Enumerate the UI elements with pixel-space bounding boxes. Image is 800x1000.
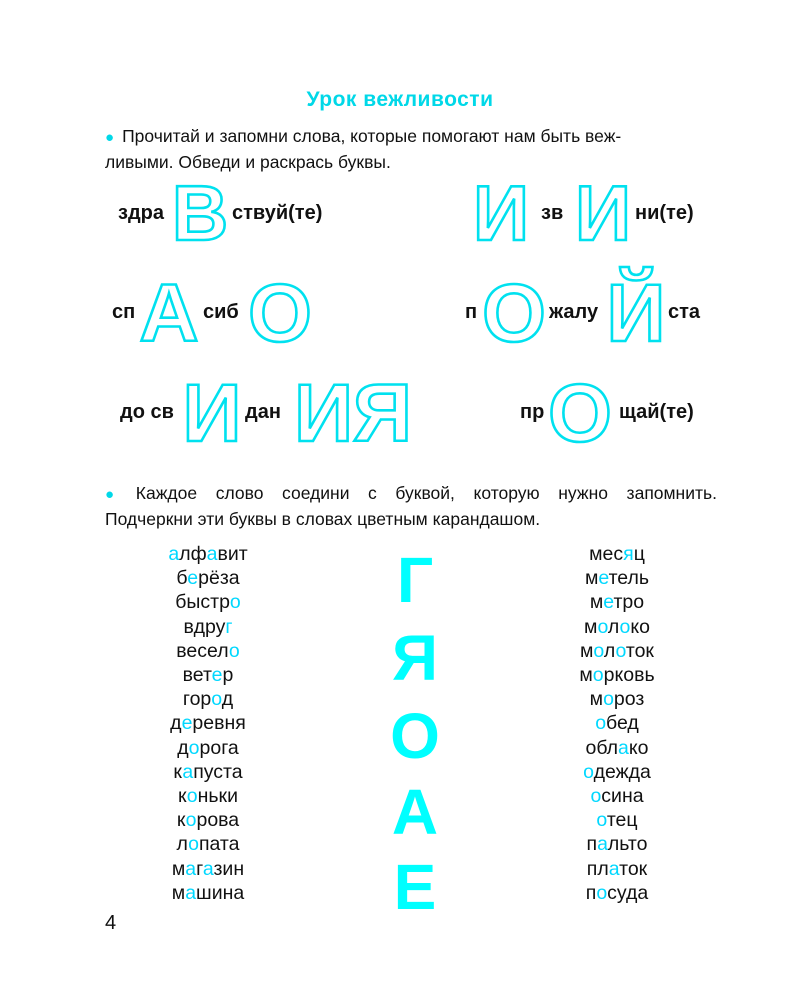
word-middle: сиб bbox=[203, 301, 239, 323]
word-item: дорога bbox=[177, 736, 239, 759]
outline-letter bbox=[544, 368, 616, 459]
word-item: посуда bbox=[585, 881, 649, 904]
word-item: метель bbox=[584, 567, 650, 590]
outline-letter bbox=[290, 368, 416, 459]
word-item: осина bbox=[590, 785, 644, 808]
outline-letter bbox=[136, 268, 202, 359]
word-prefix: здра bbox=[118, 202, 164, 224]
word-item: обед bbox=[595, 712, 639, 735]
svg-text:Й: Й bbox=[606, 268, 666, 359]
word-suffix: ста bbox=[668, 301, 701, 323]
instruction-2 bbox=[105, 481, 717, 531]
big-letter: Г bbox=[396, 544, 434, 616]
word-suffix: ни(те) bbox=[635, 202, 694, 224]
svg-text:ИЯ: ИЯ bbox=[294, 368, 412, 459]
outline-letter bbox=[604, 258, 668, 359]
word-item: коньки bbox=[178, 785, 238, 808]
word-item: берёза bbox=[176, 567, 240, 590]
word-prefix: сп bbox=[112, 301, 136, 323]
word-item: одежда bbox=[583, 760, 651, 783]
word-middle: зв bbox=[541, 202, 564, 224]
instruction-2-line-2: Подчеркни эти буквы в словах цветным карандашом. bbox=[105, 509, 541, 529]
word-item: месяц bbox=[589, 543, 645, 565]
word-item: морковь bbox=[579, 664, 655, 687]
outline-letter bbox=[478, 268, 550, 359]
word-suffix: щай(те) bbox=[619, 401, 694, 423]
svg-text:О: О bbox=[248, 268, 312, 359]
svg-text:В: В bbox=[171, 169, 229, 257]
bullet-icon: ● bbox=[105, 129, 115, 146]
word-item: молоток bbox=[580, 639, 654, 662]
word-item: ветер bbox=[182, 664, 234, 687]
big-letter: А bbox=[391, 776, 439, 848]
word-item: деревня bbox=[170, 712, 246, 735]
word-item: капуста bbox=[173, 760, 243, 783]
word-item: облако bbox=[585, 736, 649, 759]
word-prefix: до св bbox=[120, 401, 174, 423]
svg-text:О: О bbox=[548, 368, 612, 459]
svg-text:А: А bbox=[139, 268, 199, 359]
word-prefix: пр bbox=[520, 401, 545, 423]
word-item: метро bbox=[589, 591, 645, 614]
page-number: 4 bbox=[105, 912, 117, 934]
big-letter: Е bbox=[393, 851, 437, 923]
word-item: молоко bbox=[584, 615, 650, 638]
instruction-1 bbox=[105, 124, 717, 174]
word-item: вдруг bbox=[183, 615, 233, 638]
instruction-2-line-1: Каждое слово соедини с буквой, которую нужно запомнить. bbox=[135, 483, 717, 503]
word-middle: дан bbox=[245, 401, 281, 423]
svg-text:И: И bbox=[574, 169, 632, 257]
word-middle: жалу bbox=[549, 301, 599, 323]
instruction-1-line-2: ливыми. Обведи и раскрась буквы. bbox=[105, 152, 391, 172]
svg-text:И: И bbox=[182, 368, 242, 459]
outline-letter bbox=[182, 368, 242, 459]
word-item: машина bbox=[171, 881, 245, 904]
right-word-list bbox=[497, 542, 737, 905]
word-item: магазин bbox=[171, 857, 245, 880]
word-item: мороз bbox=[589, 688, 645, 711]
word-suffix: ствуй(те) bbox=[232, 202, 323, 224]
left-word-list bbox=[88, 542, 328, 905]
word-item: отец bbox=[596, 809, 638, 832]
outline-letter bbox=[244, 268, 316, 359]
word-item: алфавит bbox=[168, 543, 248, 565]
word-item: город bbox=[182, 688, 234, 711]
word-item: лопата bbox=[176, 833, 240, 856]
word-item: быстро bbox=[175, 591, 241, 614]
word-item: весело bbox=[176, 639, 240, 662]
bullet-icon: ● bbox=[105, 486, 128, 503]
svg-text:И: И bbox=[472, 169, 530, 257]
big-letter: Я bbox=[392, 622, 438, 694]
outline-letter bbox=[470, 169, 532, 257]
word-item: корова bbox=[176, 809, 240, 832]
outline-letter bbox=[170, 169, 230, 257]
instruction-1-line-1: Прочитай и запомни слова, которые помогают нам быть веж- bbox=[122, 126, 622, 146]
big-letter: О bbox=[390, 700, 440, 772]
svg-text:О: О bbox=[482, 268, 546, 359]
outline-letter bbox=[572, 169, 634, 257]
word-item: пальто bbox=[586, 833, 648, 856]
word-item: платок bbox=[586, 857, 648, 880]
page-title: Урок вежливости bbox=[306, 88, 494, 111]
word-prefix: п bbox=[465, 301, 478, 323]
